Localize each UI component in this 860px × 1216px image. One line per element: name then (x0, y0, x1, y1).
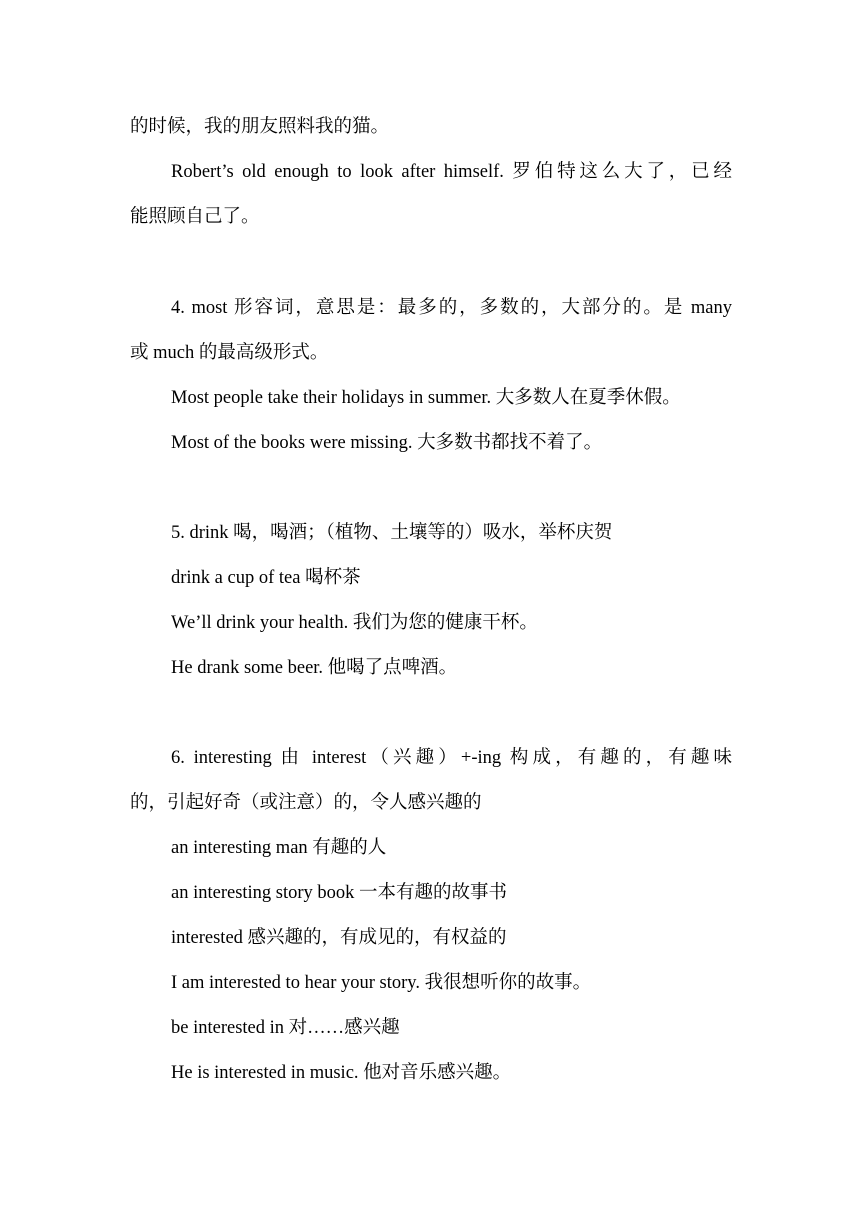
section-heading-interesting: 6. interesting 由 interest（兴趣）+-ing 构成，有趣的，有趣味 (171, 748, 732, 768)
text-line: Robert’s old enough to look after himself. 罗伯特这么大了，已经 (171, 162, 732, 182)
example-line: interested 感兴趣的，有成见的，有权益的 (171, 928, 507, 948)
example-line: I am interested to hear your story. 我很想听你的故事。 (171, 973, 592, 993)
example-line: We’ll drink your health. 我们为您的健康干杯。 (171, 613, 538, 633)
example-line: be interested in 对……感兴趣 (171, 1018, 400, 1038)
text-line: 的时候，我的朋友照料我的猫。 (130, 117, 390, 137)
example-line: an interesting story book 一本有趣的故事书 (171, 883, 508, 903)
section-heading-drink: 5. drink 喝，喝酒；（植物、土壤等的）吸水，举杯庆贺 (171, 523, 613, 543)
example-line: He drank some beer. 他喝了点啤酒。 (171, 658, 458, 678)
text-line: 或 much 的最高级形式。 (130, 343, 329, 363)
example-line: He is interested in music. 他对音乐感兴趣。 (171, 1063, 512, 1083)
section-heading-most: 4. most 形容词，意思是：最多的，多数的，大部分的。是 many (171, 298, 732, 318)
example-line: an interesting man 有趣的人 (171, 838, 387, 858)
text-line: 能照顾自己了。 (130, 207, 260, 227)
example-line: Most of the books were missing. 大多数书都找不着了。 (171, 433, 603, 453)
example-line: Most people take their holidays in summer. 大多数人在夏季休假。 (171, 388, 681, 408)
example-line: drink a cup of tea 喝杯茶 (171, 568, 361, 588)
text-line: 的，引起好奇（或注意）的，令人感兴趣的 (130, 793, 482, 813)
